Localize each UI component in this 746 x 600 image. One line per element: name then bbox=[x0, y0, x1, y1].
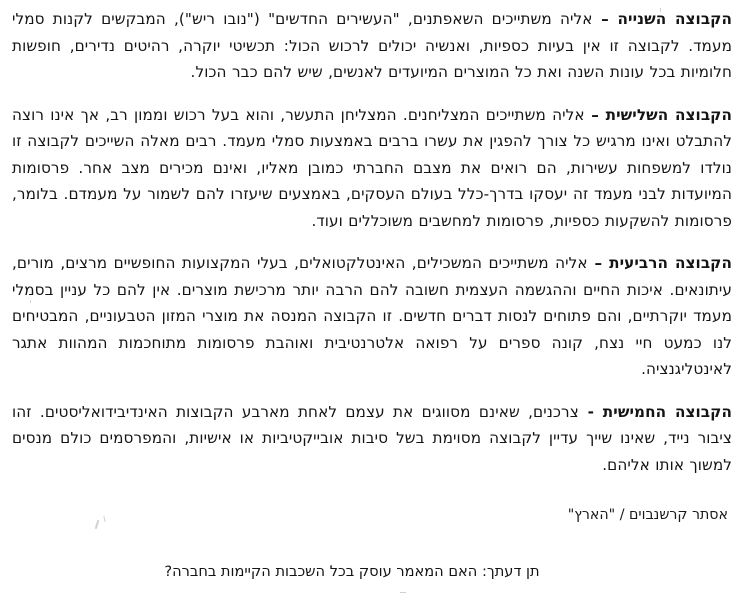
paragraph-group-five bbox=[12, 399, 732, 479]
author-attribution: אסתר קרשנבוים / "הארץ" bbox=[567, 507, 728, 523]
paragraph-group-two bbox=[12, 6, 732, 86]
paragraph-separator: – bbox=[584, 105, 606, 124]
paragraph-body: צרכנים, שאינם מסווגים את עצמם לאחת מארבע הקבוצות האינדיבידואליסטים. זהו ציבור נייד, שאינו שייך עדיין לקבוצה מסוימת בשל סיבות אובייקטיביות או אישיות, והמפרסמים כולם מנסים למשוך אותו אליהם. bbox=[12, 402, 732, 474]
paragraph-group-four bbox=[12, 250, 732, 383]
paragraph-lead-label: הקבוצה הרביעית bbox=[609, 254, 733, 272]
paragraph-lead-label: הקבוצה השלישית bbox=[605, 105, 732, 124]
paragraph-separator: – bbox=[592, 10, 618, 28]
reflection-question: תן דעתך: האם המאמר עוסק בכל השכבות הקיימות בחברה? bbox=[164, 563, 540, 580]
paragraph-separator: - bbox=[578, 402, 603, 421]
paragraph-lead-label: הקבוצה השנייה bbox=[617, 10, 732, 28]
paragraph-separator: – bbox=[587, 254, 610, 272]
paragraph-body: אליה משתייכים השאפתנים, "העשירים החדשים" ("נובו ריש"), המבקשים לקנות סמלי מעמד. לקבוצה זו אין בעיות כספיות, ואנשיה יכולים לרכוש הכול: תכשיטי יוקרה, רהיטים נדירים, חופשות חלומיות בכל עונות השנה ואת כל המוצרים המיועדים לאנשים, שיש להם כבר הכול. bbox=[12, 10, 732, 81]
paragraph-lead-label: הקבוצה החמישית bbox=[602, 402, 732, 421]
paragraph-body: אליה משתייכים המשכילים, האינטלקטואלים, בעלי המקצועות החופשיים מרצים, מורים, עיתונאים. איכות החיים וההגשמה העצמית חשובה להם הרבה יותר מרכישת מוצרים. אין להם כל עניין בסמלי מעמד יוקרתיים, והם פתוחים לנסות דברים חדשים. זו הקבוצה המנסה את מוצרי המזון הטבעוניים, המבטיחים לנו כמעט חיי נצח, קונה ספרים על רפואה אלטרנטיבית ואוהבת פרסומות מתוחכמות המהוות אתגר לאינטליגנציה. bbox=[12, 254, 732, 378]
paragraph-group-three bbox=[12, 102, 732, 235]
scan-artifact bbox=[400, 592, 406, 593]
paragraph-body: אליה משתייכים המצליחנים. המצליחן התעשר, והוא בעל רכוש וממון רב, אך אינו רוצה להתבלט ואינו מרגיש כל צורך להפגין את עשרו ברבים באמצעות סמלי מעמד. רבים מאלה השייכים לקבוצה זו נולדו למשפחות עשירות, הם רואים את מצבם החברתי כמובן מאליו, ואינם מכירים מצב אחר. פרסומות המיועדות לבני מעמד זה יעסקו בדרך-כלל בעולם העסקים, באמצעים שיעזרו להם לשמור על מעמדם. בלומר, פרסומות להשקעות כספיות, פרסומות למחשבים משוכללים ועוד. bbox=[12, 105, 732, 230]
